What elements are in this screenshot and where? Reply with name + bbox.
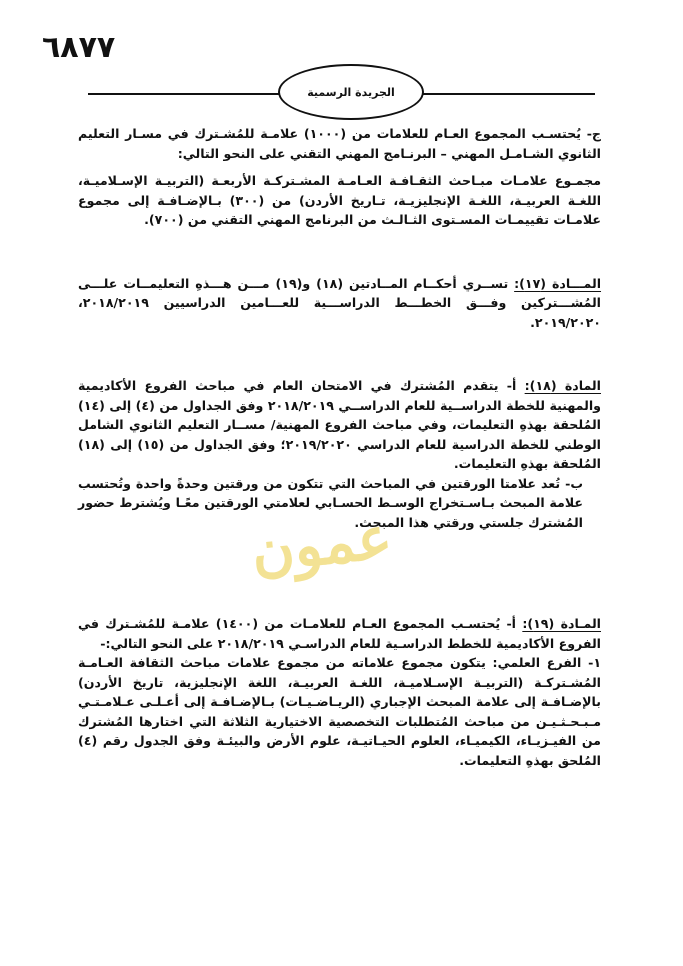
article-19-a	[78, 614, 601, 653]
clause-c	[78, 124, 601, 163]
article-18-heading: المادة (١٨):	[524, 378, 601, 393]
article-18-b: ب- تُعد علامتا الورقتين في المباحث التي تتكون من ورقتين وحدةً واحدة وتُحتسب علامة المبحث بـاسـتخراج الوسـط الحسـابي لعلامتي الورقتين معًـا ويُشترط حضور المُشترك جلستي ورقتي هذا المبحث.	[78, 475, 583, 530]
article-18-a	[78, 376, 601, 474]
spacer	[78, 230, 601, 274]
spacer	[78, 532, 601, 614]
clause-c-label: ج-	[586, 126, 601, 141]
spacer	[78, 332, 601, 376]
article-17-text: تســري أحكــام المــادتين (١٨) و(١٩) مـــن هـــذهِ التعليمــات علـــى المُشـــتركين وفـــق الخطـــط الدراســـية للعـــامين الدراسيين ٢٠١٨/٢٠١٩، ٢٠١٩/٢٠٢٠.	[78, 275, 601, 330]
spacer	[78, 163, 601, 171]
article-17	[78, 274, 601, 333]
article-17-heading: المـــادة (١٧):	[514, 275, 602, 291]
article-18-a-text: أ- يتقدم المُشترك في الامتحان العام في مباحث الفروع الأكاديمية والمهنية للخطة الدراســية للعام الدراســي ٢٠١٨/٢٠١٩ وفق الجداول من (٤) إلى (١٤) المُلحقة بهذهِ التعليمات، وفي مباحث الفروع المهنية/ مســار التعليم الثانوي الشامل الوطني للخطة الدراسية للعام الدراسي ٢٠١٩/٢٠٢٠؛ وفق الجداول من (١٥) إلى (١٨) المُلحقة بهذهِ التعليمات.	[78, 378, 601, 471]
clause-c-text: يُحتسـب المجموع العـام للعلامات من (١٠٠٠) علامـة للمُشـترك في مسـار التعليم الثانوي الشـامـل المهني – البرنـامج المهني التقني على النحو التالي:	[78, 126, 601, 161]
article-19-a-text: أ- يُحتسـب المجموع العـام للعلامـات من (١٤٠٠) علامـة للمُشـترك في الفروع الأكاديمية للخطط الدراسـية للعام الدراسـي ٢٠١٨/٢٠١٩ على النحو التالي:-	[78, 616, 601, 651]
gazette-title: الجريدة الرسمية	[307, 85, 395, 99]
article-19-heading: المـادة (١٩):	[522, 616, 601, 631]
article-19-a-1: ١- الفرع العلمي: يتكون مجموع علاماته من مجموع علامات مباحث الثقافة العـامـة المُشـتركـة (التربيـة الإسـلاميـة، اللغـة العربيـة، اللغة الإنجليزية، تاريخ الأردن) بالإضـافـة إلى علامة المبحث الإجباري (الريـاضـيـات) بـالإضـافـة إلى أعـلـى عـلامـتـي مـبـحـثـيـن من مباحث المُتطلبات التخصصية الاختيارية الثلاثة التي اختارها المُشترك من الفيـزيـاء، الكيميـاء، العلوم الحيـاتيـة، علوم الأرض والبيئـة وفق الجدول رقم (٤) المُلحق بهذهِ التعليمات.	[78, 655, 601, 768]
gazette-header-oval	[278, 64, 424, 120]
document-body	[78, 124, 601, 770]
page-number: ٦٨٧٧	[42, 30, 116, 65]
clause-c-detail: مجمـوع علامـات مبـاحث الثقـافـة العـامـة المشـتركـة الأربعـة (التربيـة الإسـلاميـة، اللغـة العربيـة، اللغـة الإنجليزيـة، تـاريخ الأردن) من (٣٠٠) بـالإضـافـة إلى مجموع علامـات تقييمـات المسـتوى الثـالـث من البرنامج المهني التقني من (٧٠٠).	[78, 173, 602, 227]
watermark-text: عمون	[248, 502, 396, 586]
